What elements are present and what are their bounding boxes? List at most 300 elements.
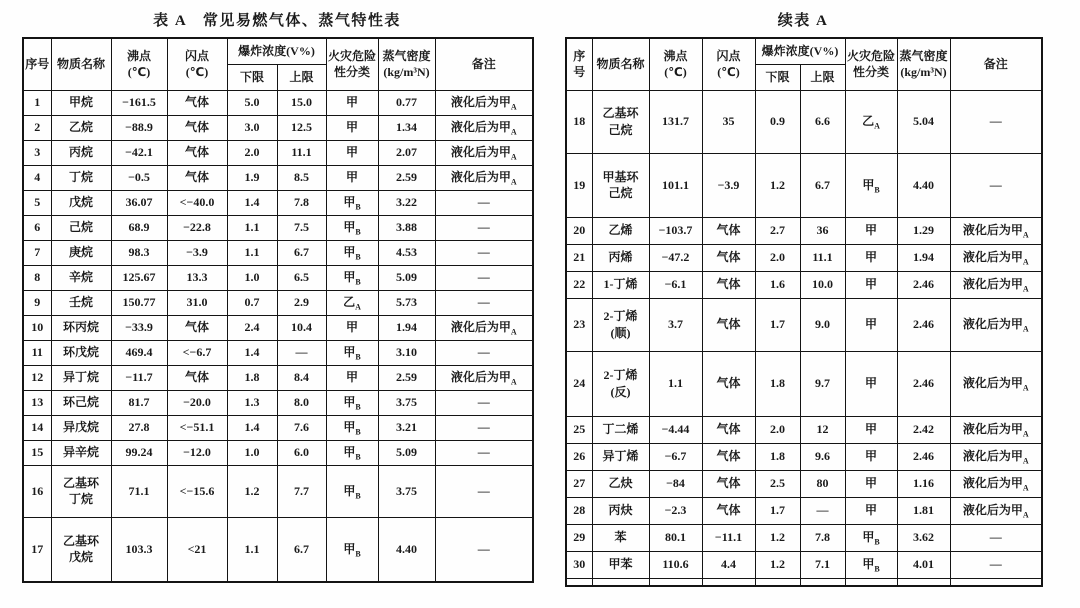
- subscript: B: [355, 352, 361, 362]
- table-row: [566, 351, 1042, 416]
- cell-seq: 1: [23, 90, 51, 115]
- cell-vapor-density: 1.94: [378, 315, 435, 340]
- subscript: A: [1022, 324, 1029, 334]
- subscript: B: [874, 185, 880, 195]
- table-row: [566, 298, 1042, 351]
- cell-upper-limit: 9.7: [800, 351, 845, 416]
- subscript: A: [1022, 383, 1029, 393]
- table-row: [23, 240, 533, 265]
- cell-fire-hazard-class: 甲$_B$: [326, 517, 378, 582]
- cell-empty: [649, 578, 702, 586]
- table-row: [23, 390, 533, 415]
- cell-fire-hazard-class: 甲$_B$: [326, 265, 378, 290]
- cell-remark: —: [950, 153, 1042, 217]
- cell-remark: —: [435, 240, 533, 265]
- cell-upper-limit: 7.6: [277, 415, 326, 440]
- cell-flash-point: 气体: [702, 416, 755, 443]
- cell-seq: 21: [566, 244, 592, 271]
- cell-seq: 10: [23, 315, 51, 340]
- cell-flash-point: 4.4: [702, 551, 755, 578]
- cell-remark: 液化后为甲$_A$: [950, 416, 1042, 443]
- cell-seq: 2: [23, 115, 51, 140]
- col-header-flash-point: 闪点 (℃): [167, 38, 227, 90]
- cell-lower-limit: 2.0: [227, 140, 277, 165]
- cell-remark: —: [435, 290, 533, 315]
- cell-vapor-density: 3.62: [897, 524, 950, 551]
- cell-boiling-point: −0.5: [111, 165, 167, 190]
- table-row: [566, 90, 1042, 153]
- cell-boiling-point: −2.3: [649, 497, 702, 524]
- cell-fire-hazard-class: 甲$_B$: [845, 524, 897, 551]
- cell-fire-hazard-class: 甲: [326, 365, 378, 390]
- cell-seq: 27: [566, 470, 592, 497]
- cell-vapor-density: 5.09: [378, 440, 435, 465]
- col-header-boiling-point: 沸点 (℃): [111, 38, 167, 90]
- cell-lower-limit: 5.0: [227, 90, 277, 115]
- cell-substance-name: 壬烷: [51, 290, 111, 315]
- cell-remark: 液化后为甲$_A$: [950, 351, 1042, 416]
- table-row: [23, 315, 533, 340]
- cell-vapor-density: 3.10: [378, 340, 435, 365]
- cell-substance-name: 辛烷: [51, 265, 111, 290]
- cell-lower-limit: 1.9: [227, 165, 277, 190]
- cell-boiling-point: 71.1: [111, 465, 167, 517]
- table-row: [566, 217, 1042, 244]
- cell-substance-name: 异丁烷: [51, 365, 111, 390]
- cell-substance-name: 1-丁烯: [592, 271, 649, 298]
- cell-vapor-density: 4.40: [378, 517, 435, 582]
- cell-fire-hazard-class: 甲$_B$: [326, 390, 378, 415]
- cell-remark: —: [435, 265, 533, 290]
- cell-empty: [755, 578, 800, 586]
- cell-substance-name: 乙烯: [592, 217, 649, 244]
- cell-lower-limit: 2.4: [227, 315, 277, 340]
- col-header-vapor-density: 蒸气密度 (kg/m³N): [378, 38, 435, 90]
- cell-lower-limit: 1.4: [227, 190, 277, 215]
- table-a-title: 表 A 常见易燃气体、蒸气特性表: [153, 13, 401, 29]
- cell-upper-limit: 7.8: [800, 524, 845, 551]
- cell-boiling-point: 81.7: [111, 390, 167, 415]
- cell-fire-hazard-class: 甲: [326, 165, 378, 190]
- cell-boiling-point: 110.6: [649, 551, 702, 578]
- cell-boiling-point: 27.8: [111, 415, 167, 440]
- cell-remark: —: [950, 524, 1042, 551]
- subscript: A: [510, 127, 517, 137]
- cell-lower-limit: 0.9: [755, 90, 800, 153]
- cell-boiling-point: 80.1: [649, 524, 702, 551]
- subscript: B: [355, 227, 361, 237]
- cell-lower-limit: 2.0: [755, 416, 800, 443]
- cell-fire-hazard-class: 甲: [845, 351, 897, 416]
- cell-flash-point: 气体: [167, 140, 227, 165]
- table-a-panel: [22, 6, 532, 583]
- cell-substance-name: 异戊烷: [51, 415, 111, 440]
- cell-vapor-density: 4.53: [378, 240, 435, 265]
- cell-remark: —: [435, 215, 533, 240]
- cell-fire-hazard-class: 甲$_B$: [326, 415, 378, 440]
- cell-remark: 液化后为甲$_A$: [950, 271, 1042, 298]
- cell-seq: 14: [23, 415, 51, 440]
- cell-lower-limit: 2.7: [755, 217, 800, 244]
- subscript: A: [1022, 510, 1029, 520]
- cell-flash-point: 气体: [167, 315, 227, 340]
- cell-lower-limit: 0.7: [227, 290, 277, 315]
- cell-empty: [592, 578, 649, 586]
- cell-upper-limit: —: [800, 497, 845, 524]
- cell-boiling-point: 125.67: [111, 265, 167, 290]
- cell-seq: 9: [23, 290, 51, 315]
- cell-flash-point: 气体: [702, 470, 755, 497]
- subscript: A: [1022, 456, 1029, 466]
- cell-seq: 17: [23, 517, 51, 582]
- cell-vapor-density: 2.59: [378, 165, 435, 190]
- cell-remark: 液化后为甲$_A$: [435, 165, 533, 190]
- cell-upper-limit: 10.4: [277, 315, 326, 340]
- col-header-explosion-concentration: 爆炸浓度(V%): [227, 38, 326, 64]
- subscript: A: [510, 152, 517, 162]
- subscript: B: [355, 252, 361, 262]
- cell-lower-limit: 1.1: [227, 517, 277, 582]
- cell-boiling-point: 99.24: [111, 440, 167, 465]
- cell-boiling-point: −33.9: [111, 315, 167, 340]
- cell-seq: 15: [23, 440, 51, 465]
- table-row: [23, 90, 533, 115]
- cell-substance-name: 乙基环 己烷: [592, 90, 649, 153]
- table-row: [23, 415, 533, 440]
- cell-flash-point: <−51.1: [167, 415, 227, 440]
- cell-upper-limit: 7.7: [277, 465, 326, 517]
- table-a-continued-title: 续表 A: [777, 13, 829, 29]
- cell-fire-hazard-class: 甲$_B$: [326, 240, 378, 265]
- cell-vapor-density: 1.94: [897, 244, 950, 271]
- col-header-explosion-concentration: 爆炸浓度(V%): [755, 38, 845, 64]
- cell-fire-hazard-class: 甲: [326, 115, 378, 140]
- cell-fire-hazard-class: 甲: [326, 90, 378, 115]
- cell-seq: 20: [566, 217, 592, 244]
- table-row: [566, 470, 1042, 497]
- col-header-upper-limit: 上限: [277, 64, 326, 90]
- cell-fire-hazard-class: 甲: [326, 140, 378, 165]
- subscript: B: [355, 402, 361, 412]
- cell-boiling-point: −6.7: [649, 443, 702, 470]
- cell-substance-name: 甲基环 己烷: [592, 153, 649, 217]
- cell-boiling-point: 98.3: [111, 240, 167, 265]
- cell-substance-name: 环己烷: [51, 390, 111, 415]
- table-row: [23, 165, 533, 190]
- cell-lower-limit: 1.8: [227, 365, 277, 390]
- cell-fire-hazard-class: 甲: [845, 298, 897, 351]
- cell-vapor-density: 3.75: [378, 390, 435, 415]
- cell-remark: 液化后为甲$_A$: [435, 115, 533, 140]
- subscript: A: [510, 377, 517, 387]
- cell-flash-point: −20.0: [167, 390, 227, 415]
- cell-remark: —: [435, 190, 533, 215]
- cell-substance-name: 丙烷: [51, 140, 111, 165]
- col-header-fire-hazard-class: 火灾危险 性分类: [326, 38, 378, 90]
- cell-upper-limit: 10.0: [800, 271, 845, 298]
- cell-lower-limit: 1.4: [227, 415, 277, 440]
- subscript: A: [1022, 429, 1029, 439]
- cell-empty: [897, 578, 950, 586]
- cell-substance-name: 丁二烯: [592, 416, 649, 443]
- cell-seq: 12: [23, 365, 51, 390]
- subscript: A: [1022, 284, 1029, 294]
- cell-fire-hazard-class: 甲$_B$: [326, 190, 378, 215]
- cell-fire-hazard-class: 乙$_A$: [326, 290, 378, 315]
- cell-lower-limit: 1.0: [227, 440, 277, 465]
- cell-upper-limit: 80: [800, 470, 845, 497]
- cell-flash-point: 气体: [167, 365, 227, 390]
- cell-fire-hazard-class: 甲$_B$: [845, 153, 897, 217]
- cell-boiling-point: 469.4: [111, 340, 167, 365]
- table-row: [23, 265, 533, 290]
- cell-empty: [845, 578, 897, 586]
- cell-boiling-point: 68.9: [111, 215, 167, 240]
- cell-flash-point: <−6.7: [167, 340, 227, 365]
- header-row: [23, 38, 533, 64]
- cell-fire-hazard-class: 甲: [845, 271, 897, 298]
- cell-upper-limit: 9.6: [800, 443, 845, 470]
- cell-flash-point: 气体: [702, 351, 755, 416]
- cell-remark: 液化后为甲$_A$: [435, 315, 533, 340]
- table-row: [23, 290, 533, 315]
- cell-fire-hazard-class: 甲$_B$: [845, 551, 897, 578]
- cell-boiling-point: 131.7: [649, 90, 702, 153]
- cell-seq: 4: [23, 165, 51, 190]
- cell-seq: 30: [566, 551, 592, 578]
- cell-seq: 25: [566, 416, 592, 443]
- cell-seq: 18: [566, 90, 592, 153]
- col-header-lower-limit: 下限: [755, 64, 800, 90]
- cell-substance-name: 异丁烯: [592, 443, 649, 470]
- table-row: [566, 244, 1042, 271]
- cell-lower-limit: 1.2: [755, 153, 800, 217]
- cell-substance-name: 丙烯: [592, 244, 649, 271]
- header-row: [566, 38, 1042, 64]
- cell-seq: 5: [23, 190, 51, 215]
- cell-flash-point: 31.0: [167, 290, 227, 315]
- cell-lower-limit: 1.2: [755, 524, 800, 551]
- cell-vapor-density: 5.04: [897, 90, 950, 153]
- cell-remark: —: [950, 551, 1042, 578]
- cell-empty: [702, 578, 755, 586]
- cell-fire-hazard-class: 甲$_B$: [326, 215, 378, 240]
- cell-upper-limit: 15.0: [277, 90, 326, 115]
- subscript: A: [355, 302, 361, 312]
- table-row: [23, 340, 533, 365]
- cell-boiling-point: −11.7: [111, 365, 167, 390]
- table-row: [566, 416, 1042, 443]
- cell-substance-name: 甲苯: [592, 551, 649, 578]
- col-header-boiling-point: 沸点 (℃): [649, 38, 702, 90]
- subscript: B: [874, 537, 880, 547]
- cell-upper-limit: 8.0: [277, 390, 326, 415]
- cell-vapor-density: 1.34: [378, 115, 435, 140]
- cell-boiling-point: −42.1: [111, 140, 167, 165]
- table-row: [566, 551, 1042, 578]
- table-row: [566, 497, 1042, 524]
- cell-upper-limit: 11.1: [800, 244, 845, 271]
- cell-seq: 22: [566, 271, 592, 298]
- cell-seq: 8: [23, 265, 51, 290]
- subscript: A: [1022, 483, 1029, 493]
- cell-substance-name: 乙基环 戊烷: [51, 517, 111, 582]
- table-row: [23, 365, 533, 390]
- col-header-lower-limit: 下限: [227, 64, 277, 90]
- col-header-name: 物质名称: [51, 38, 111, 90]
- cell-flash-point: 气体: [702, 271, 755, 298]
- cell-boiling-point: −103.7: [649, 217, 702, 244]
- cell-lower-limit: 3.0: [227, 115, 277, 140]
- cell-upper-limit: 8.5: [277, 165, 326, 190]
- cell-lower-limit: 1.8: [755, 351, 800, 416]
- subscript: A: [510, 327, 517, 337]
- cell-seq: 16: [23, 465, 51, 517]
- cell-seq: 6: [23, 215, 51, 240]
- table-row: [23, 115, 533, 140]
- cell-boiling-point: −6.1: [649, 271, 702, 298]
- col-header-name: 物质名称: [592, 38, 649, 90]
- cell-fire-hazard-class: 甲$_B$: [326, 340, 378, 365]
- table-row: [566, 271, 1042, 298]
- cell-flash-point: −11.1: [702, 524, 755, 551]
- table-a-continued: [565, 37, 1043, 587]
- cell-upper-limit: 12: [800, 416, 845, 443]
- cell-lower-limit: 1.1: [227, 240, 277, 265]
- cell-substance-name: 环戊烷: [51, 340, 111, 365]
- subscript: B: [355, 549, 361, 559]
- cell-flash-point: 气体: [167, 165, 227, 190]
- cell-upper-limit: 9.0: [800, 298, 845, 351]
- table-a-continued-panel: [565, 6, 1041, 587]
- cell-lower-limit: 2.0: [755, 244, 800, 271]
- table-row: [23, 215, 533, 240]
- cell-lower-limit: 1.0: [227, 265, 277, 290]
- cell-substance-name: 异辛烷: [51, 440, 111, 465]
- cell-vapor-density: 1.16: [897, 470, 950, 497]
- cell-upper-limit: 6.7: [277, 240, 326, 265]
- cell-vapor-density: 2.46: [897, 271, 950, 298]
- cell-vapor-density: 5.73: [378, 290, 435, 315]
- cell-vapor-density: 2.46: [897, 298, 950, 351]
- cell-flash-point: −3.9: [167, 240, 227, 265]
- cell-boiling-point: 3.7: [649, 298, 702, 351]
- table-row: [566, 524, 1042, 551]
- cell-seq: 3: [23, 140, 51, 165]
- cell-flash-point: 气体: [702, 443, 755, 470]
- cell-fire-hazard-class: 甲: [845, 416, 897, 443]
- subscript: B: [355, 202, 361, 212]
- col-header-upper-limit: 上限: [800, 64, 845, 90]
- subscript: A: [874, 121, 880, 131]
- cell-flash-point: −22.8: [167, 215, 227, 240]
- cell-boiling-point: −47.2: [649, 244, 702, 271]
- cell-boiling-point: 103.3: [111, 517, 167, 582]
- subscript: B: [355, 452, 361, 462]
- cell-seq: 11: [23, 340, 51, 365]
- subscript: A: [1022, 230, 1029, 240]
- cell-vapor-density: 4.40: [897, 153, 950, 217]
- cell-flash-point: −3.9: [702, 153, 755, 217]
- cell-fire-hazard-class: 甲$_B$: [326, 465, 378, 517]
- cell-remark: —: [435, 440, 533, 465]
- cell-remark: —: [435, 415, 533, 440]
- cell-remark: —: [435, 517, 533, 582]
- table-a: [22, 37, 534, 583]
- cell-upper-limit: 6.7: [800, 153, 845, 217]
- cell-remark: 液化后为甲$_A$: [950, 244, 1042, 271]
- col-header-remark: 备注: [950, 38, 1042, 90]
- cell-lower-limit: 1.3: [227, 390, 277, 415]
- cell-vapor-density: 2.46: [897, 351, 950, 416]
- cell-upper-limit: —: [277, 340, 326, 365]
- cell-boiling-point: 36.07: [111, 190, 167, 215]
- cell-boiling-point: 150.77: [111, 290, 167, 315]
- cell-vapor-density: 3.21: [378, 415, 435, 440]
- cell-lower-limit: 2.5: [755, 470, 800, 497]
- cell-remark: 液化后为甲$_A$: [950, 443, 1042, 470]
- cell-substance-name: 环丙烷: [51, 315, 111, 340]
- cell-flash-point: 气体: [167, 90, 227, 115]
- cell-flash-point: 35: [702, 90, 755, 153]
- table-row: [23, 465, 533, 517]
- partial-row: [566, 578, 1042, 586]
- cell-vapor-density: 3.22: [378, 190, 435, 215]
- cell-flash-point: −12.0: [167, 440, 227, 465]
- col-header-flash-point: 闪点 (℃): [702, 38, 755, 90]
- cell-remark: 液化后为甲$_A$: [435, 90, 533, 115]
- cell-seq: 7: [23, 240, 51, 265]
- cell-upper-limit: 11.1: [277, 140, 326, 165]
- cell-flash-point: 气体: [702, 217, 755, 244]
- cell-lower-limit: 1.2: [755, 551, 800, 578]
- cell-upper-limit: 7.5: [277, 215, 326, 240]
- cell-substance-name: 2-丁烯 (反): [592, 351, 649, 416]
- subscript: B: [355, 491, 361, 501]
- cell-boiling-point: 101.1: [649, 153, 702, 217]
- cell-flash-point: <−15.6: [167, 465, 227, 517]
- subscript: B: [355, 277, 361, 287]
- cell-vapor-density: 2.42: [897, 416, 950, 443]
- cell-boiling-point: −84: [649, 470, 702, 497]
- cell-flash-point: 气体: [702, 244, 755, 271]
- cell-vapor-density: 3.75: [378, 465, 435, 517]
- table-row: [23, 517, 533, 582]
- subscript: A: [510, 102, 517, 112]
- cell-substance-name: 甲烷: [51, 90, 111, 115]
- cell-substance-name: 己烷: [51, 215, 111, 240]
- cell-substance-name: 丁烷: [51, 165, 111, 190]
- cell-vapor-density: 1.81: [897, 497, 950, 524]
- cell-remark: 液化后为甲$_A$: [950, 298, 1042, 351]
- table-row: [566, 443, 1042, 470]
- cell-empty: [950, 578, 1042, 586]
- cell-seq: 23: [566, 298, 592, 351]
- cell-remark: 液化后为甲$_A$: [950, 470, 1042, 497]
- cell-seq: 26: [566, 443, 592, 470]
- cell-vapor-density: 2.46: [897, 443, 950, 470]
- subscript: B: [355, 427, 361, 437]
- cell-lower-limit: 1.4: [227, 340, 277, 365]
- cell-upper-limit: 8.4: [277, 365, 326, 390]
- cell-upper-limit: 2.9: [277, 290, 326, 315]
- cell-vapor-density: 1.29: [897, 217, 950, 244]
- cell-flash-point: 气体: [167, 115, 227, 140]
- cell-empty: [566, 578, 592, 586]
- cell-remark: 液化后为甲$_A$: [950, 497, 1042, 524]
- cell-upper-limit: 7.8: [277, 190, 326, 215]
- cell-fire-hazard-class: 甲: [845, 217, 897, 244]
